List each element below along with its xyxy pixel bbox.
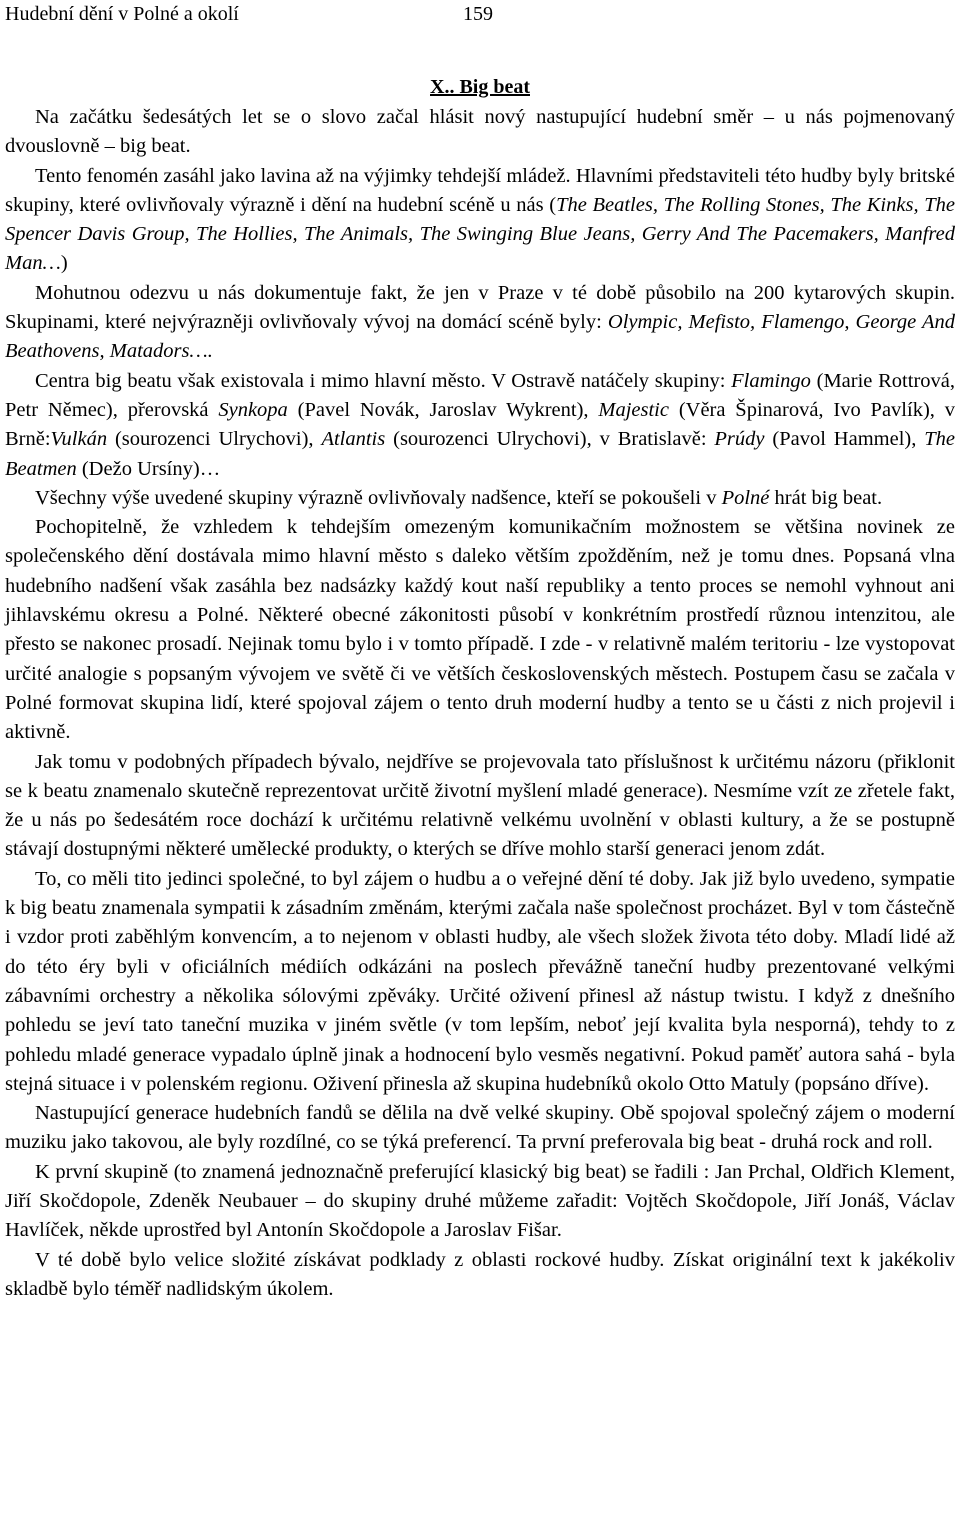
paragraph: Tento fenomén zasáhl jako lavina až na výjimky tehdejší mládež. Hlavními představiteli této hudby byly britské skupiny, které ovlivňovaly výrazně i dění na hudební scéně u nás (The Beatles, The Rolling Stones, The Kinks, The Spencer Davis Group, The Hollies, The Animals, The Swinging Blue Jeans, Gerry And The Pacemakers, Manfred Man…) bbox=[5, 164, 955, 275]
band-list: The Beatles, The Rolling Stones, The Kinks, The Spencer Davis Group, The Hollies, The Animals, The Swinging Blue Jeans, Gerry And The Pacemakers, Manfred Man… bbox=[5, 193, 955, 275]
band-list: Olympic, Mefisto, Flamengo, George And Beathovens, Matadors…. bbox=[5, 311, 955, 363]
place-name: Polné bbox=[721, 486, 770, 509]
paragraph: Na začátku šedesátých let se o slovo začal hlásit nový nastupující hudební směr – u nás pojmenovaný dvouslovně – big beat. bbox=[5, 106, 955, 158]
paragraph: Centra big beatu však existovala i mimo hlavní město. V Ostravě natáčely skupiny: Flamingo (Marie Rottrová, Petr Němec), přerovská Synkopa (Pavel Novák, Jaroslav Wykrent), Majestic (Věra Špinarová, Ivo Pavlík), v Brně:Vulkán (sourozenci Ulrychovi), Atlantis (sourozenci Ulrychovi), v Bratislavě: Prúdy (Pavol Hammel), The Beatmen (Dežo Ursíny)… bbox=[5, 369, 955, 480]
band-name: Synkopa bbox=[218, 398, 288, 421]
paragraph: Pochopitelně, že vzhledem k tehdejším omezeným komunikačním možnostem se většina novinek ze společenského dění dostávala mimo hlavní město s daleko větším zpožděním, než je tomu dnes. Popsaná vlna hudebního nadšení však zasáhla bez nadsázky každý kout naší republiky a tento proces se nemohl vyhnout ani jihlavskému okresu a Polné. Některé obecné zákonitosti působí v konkrétním prostředí různou intenzitou, ale přesto se nakonec prosadí. Nejinak tomu bylo i v tomto případě. I zde - v relativně malém teritoriu - lze vystopovat určité analogie s popsaným vývojem ve světě či ve větších československých městech. Postupem času se začala v Polné formovat skupina lidí, které spojoval zájem o tento druh moderní hudby a tento se u části z nich projevil i aktivně. bbox=[5, 516, 955, 744]
band-name: Prúdy bbox=[714, 428, 765, 451]
paragraph: Nastupující generace hudebních fandů se dělila na dvě velké skupiny. Obě spojoval společný zájem o moderní muziku jako takovou, ale byly rozdílné, co se týká preferencí. Ta první preferovala big beat - druhá rock and roll. bbox=[5, 1102, 955, 1154]
running-title: Hudební dění v Polné a okolí bbox=[5, 3, 239, 25]
body-text bbox=[5, 103, 955, 1304]
paragraph: To, co měli tito jedinci společné, to byl zájem o hudbu a o veřejné dění té doby. Jak již bylo uvedeno, sympatie k big beatu znamenala sympatii k zásadním změnám, kterými začala naše společnost procházet. Byl v tom částečně i vzdor proti zaběhlým konvencím, a to nejenom v oblasti hudby, ale všech složek života této doby. Mladí lidé až do této éry byli v oficiálních médiích odkázáni na poslech převážně taneční hudby prezentované velkými zábavními orchestry a několika sólovými zpěváky. Určité oživení přinesl až nástup twistu. I když z dnešního pohledu se jeví tato taneční muzika v jiném světle (v tom lepším, neboť její kvalita byla nesporná), tehdy to z pohledu mladé generace vypadalo úplně jinak a hodnocení bylo vesměs negativní. Pokud paměť autora sahá - byla stejná situace i v polenském regionu. Oživení přinesla až skupina hudebníků okolo Otto Matuly (popsáno dříve). bbox=[5, 867, 955, 1095]
page-header bbox=[5, 2, 493, 26]
paragraph: K první skupině (to znamená jednoznačně preferující klasický big beat) se řadili : Jan Prchal, Oldřich Klement, Jiří Skočdopole, Zdeněk Neubauer – do skupiny druhé můžeme zařadit: Vojtěch Skočdopole, Jiří Jonáš, Václav Havlíček, někde uprostřed byl Antonín Skočdopole a Jaroslav Fišar. bbox=[5, 1160, 955, 1242]
paragraph: Mohutnou odezvu u nás dokumentuje fakt, že jen v Praze v té době působilo na 200 kytarových skupin. Skupinami, které nejvýrazněji ovlivňovaly vývoj na domácí scéně byly: Olympic, Mefisto, Flamengo, George And Beathovens, Matadors…. bbox=[5, 281, 955, 363]
band-name: The Beatmen bbox=[5, 428, 955, 480]
band-name: Majestic bbox=[598, 398, 669, 421]
band-name: Vulkán bbox=[50, 428, 108, 451]
chapter-heading: X.. Big beat bbox=[430, 76, 530, 98]
page-number: 159 bbox=[463, 3, 493, 25]
paragraph: V té době bylo velice složité získávat podklady z oblasti rockové hudby. Získat originální text k jakékoliv skladbě bylo téměř nadlidským úkolem. bbox=[5, 1248, 955, 1300]
paragraph: Všechny výše uvedené skupiny výrazně ovlivňovaly nadšence, kteří se pokoušeli v Polné hrát big beat. bbox=[35, 486, 883, 509]
paragraph: Jak tomu v podobných případech bývalo, nejdříve se projevovala tato příslušnost k určitému názoru (přiklonit se k beatu znamenalo skutečně reprezentovat určitě životní myšlení mladé generace). Nesmíme vzít ze zřetele fakt, že u nás po šedesátém roce dochází k určitému relativně velkému uvolnění v oblasti kultury, a že se postupně stávají dostupnými některé umělecké produkty, o kterých se dříve mohlo starší generaci jenom zdát. bbox=[5, 750, 955, 861]
band-name: Flamingo bbox=[731, 369, 811, 392]
band-name: Atlantis bbox=[321, 428, 386, 451]
